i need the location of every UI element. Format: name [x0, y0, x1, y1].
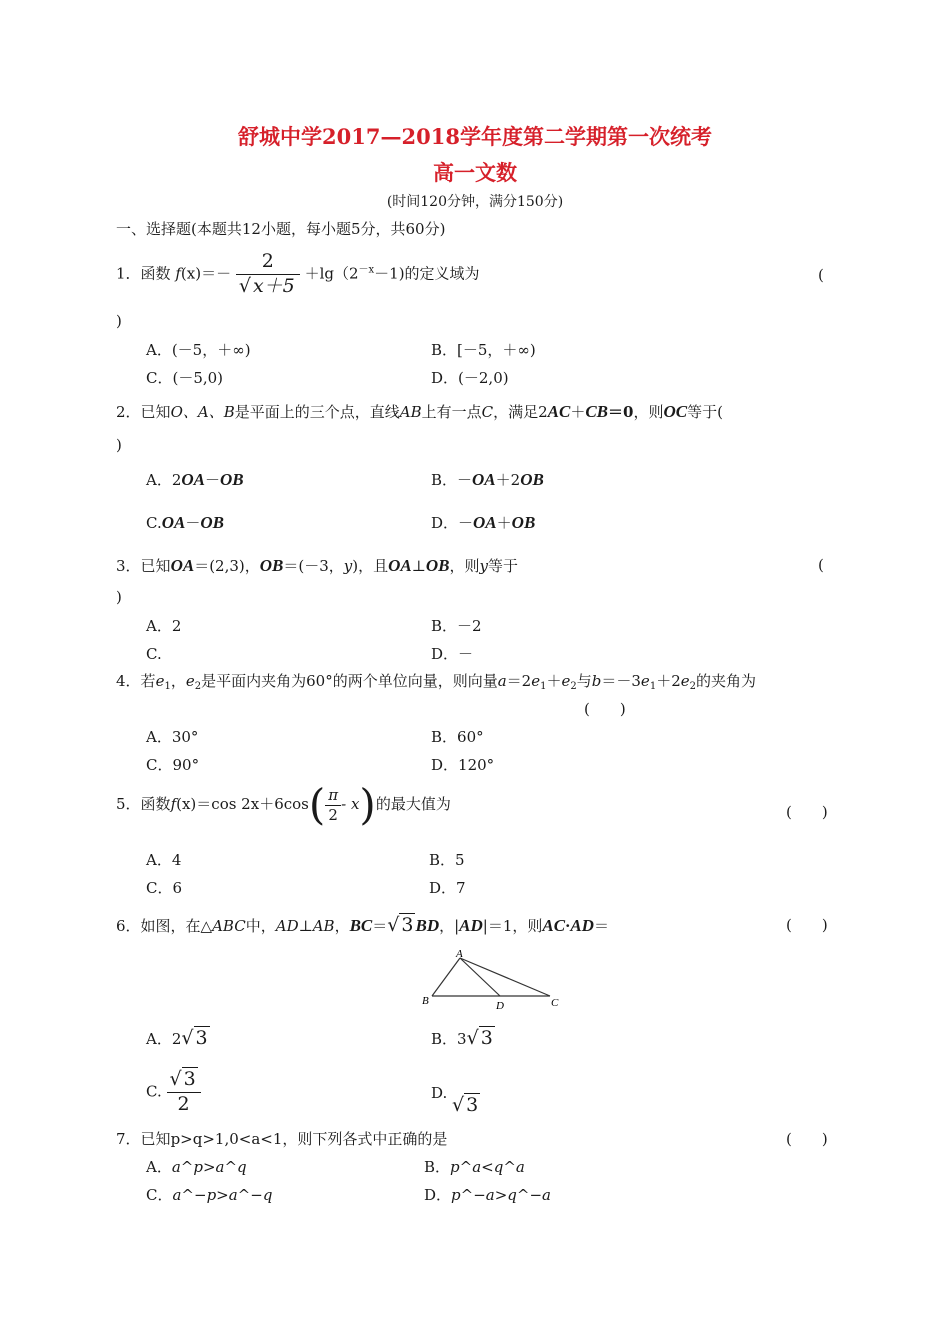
answer-paren: ( ) — [786, 803, 828, 821]
option-b: B．[－5，＋∞) — [431, 341, 536, 359]
option-a: A．2 — [146, 617, 182, 635]
option-d: D. — [431, 1084, 448, 1102]
option-d: D．－ — [431, 645, 474, 663]
option-c: C．(－5,0) — [146, 369, 224, 387]
answer-paren-open: ( — [818, 556, 824, 574]
option-d: D．－OA＋OB — [431, 513, 536, 532]
answer-paren-close: ) — [116, 588, 122, 606]
question-4: 4．若$e_1$，$e_2$是平面内夹角为60°的两个单位向量，则向量$a=2e_1+e_2$与$b=-3e_1+2e_2$的夹角为 — [116, 672, 757, 692]
answer-paren-close: ) — [116, 436, 122, 454]
label-a: A — [456, 948, 463, 960]
fraction: $\frac{2}{√ x+5}$ — [236, 250, 300, 299]
option-b: B．3√ 3 — [431, 1027, 493, 1049]
option-d: D．p^−a>q^−a — [424, 1186, 551, 1204]
label-d: D — [496, 1000, 504, 1012]
option-a: A．a^p>a^q — [146, 1158, 247, 1176]
option-a: A．2OA－OB — [146, 470, 244, 489]
option-b: B．－OA＋2OB — [431, 470, 544, 489]
exam-info: (时间120分钟，满分150分) — [386, 194, 564, 210]
question-6: 6．如图，在△ABC中，AD⊥AB，BC＝√ 3 BD，|AD|＝1，则AC·AD＝ — [116, 914, 609, 936]
option-c: C．a^−p>a^−q — [146, 1186, 273, 1204]
triangle-figure — [418, 948, 568, 1012]
question-1: 1．函数 f(x)＝－ $\frac{2}{√ x+5}$ $+\lg(2^{-x}-1)$的定义域为 — [116, 250, 480, 297]
option-d: D．(－2,0) — [431, 369, 509, 387]
answer-paren-close: ) — [116, 312, 122, 330]
question-7: 7．已知p>q>1,0<a<1，则下列各式中正确的是 — [116, 1130, 448, 1148]
label-b: B — [422, 995, 429, 1007]
option-a: A．30° — [146, 728, 199, 746]
option-d: D．120° — [431, 756, 495, 774]
answer-paren-open: ( — [818, 266, 824, 284]
option-b: B．p^a<q^a — [424, 1158, 525, 1176]
option-a: A．2√ 3 — [146, 1027, 208, 1049]
option-b: B．60° — [431, 728, 484, 746]
option-a: A．4 — [146, 851, 182, 869]
option-d: D．7 — [429, 879, 466, 897]
option-b: B．－2 — [431, 617, 482, 635]
question-5: 5．函数f(x)＝cos 2x＋6cos( $\frac{\pi}{2}$ - x)的最大值为 — [116, 780, 451, 829]
page-title: 舒城中学2017—2018学年度第二学期第一次统考 — [238, 124, 712, 149]
label-c: C — [551, 997, 559, 1009]
answer-paren: ( ) — [584, 700, 626, 718]
option-b: B．5 — [429, 851, 465, 869]
option-a: A．(－5，＋∞) — [146, 341, 251, 359]
option-c: C.OA－OB — [146, 513, 224, 532]
answer-paren: ( ) — [786, 916, 828, 934]
question-2: 2．已知O、A、B是平面上的三个点，直线AB上有一点C，满足2AC＋CB＝0，则OC等于( — [116, 402, 723, 421]
question-3: 3．已知OA＝(2,3)，OB＝(－3，y)，且OA⊥OB，则y等于 — [116, 556, 518, 575]
fraction: $\frac{\pi}{2}$ — [325, 786, 341, 825]
option-c: C．90° — [146, 756, 200, 774]
option-c: C．6 — [146, 879, 183, 897]
option-c: C. — [146, 645, 162, 663]
option-d-value: √ 3 — [452, 1094, 479, 1116]
segment-ad — [460, 958, 500, 996]
segment-ab — [432, 958, 460, 996]
answer-paren: ( ) — [786, 1130, 828, 1148]
option-c: C. $\frac{√ 3}{2}$ — [146, 1068, 201, 1117]
page-subtitle: 高一文数 — [433, 160, 517, 185]
fraction: $\frac{√ 3}{2}$ — [167, 1068, 201, 1117]
segment-ac — [460, 958, 550, 996]
section-heading: 一、选择题(本题共12小题，每小题5分，共60分) — [116, 220, 446, 238]
